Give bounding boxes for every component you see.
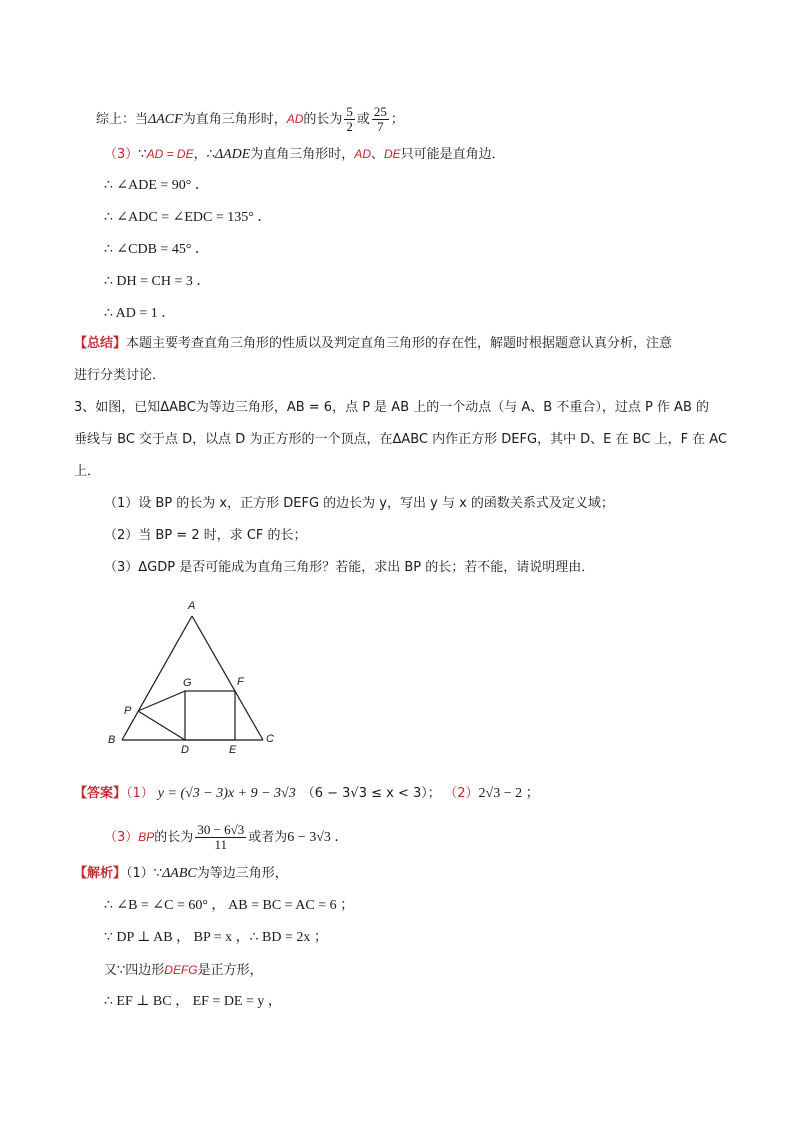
fraction-bp: $\frac{30 - 6√3}{11}$: [197, 822, 245, 852]
step-3: ∴ ∠CDB = 45° ．: [104, 242, 209, 257]
part3-statement: （3）∵AD = DE，∴ΔADE为直角三角形时，AD、DE只可能是直角边．: [104, 147, 505, 162]
geometry-figure: [100, 594, 290, 756]
segment-pd: [138, 711, 185, 740]
label-g: G: [183, 677, 192, 689]
answer-tag: 【答案】: [74, 786, 127, 801]
answer-line1: 【答案】（1） y = (√3 − 3)x + 9 − 3√3 （6 − 3√3 ≤ x < 3）； （2）2√3 − 2 ；: [74, 786, 540, 801]
problem3-question2: （2）当 BP = 2 时，求 CF 的长；: [104, 528, 307, 543]
label-a: A: [188, 600, 196, 612]
label-e: E: [229, 744, 237, 756]
square-defg: [185, 691, 235, 740]
problem3-question3: （3）ΔGDP 是否可能成为直角三角形？若能，求出 BP 的长；若不能，请说明理由．: [104, 560, 595, 575]
label-p: P: [124, 705, 132, 717]
problem3-line3: 上．: [74, 464, 101, 479]
step-4: ∴ DH = CH = 3 ．: [104, 274, 211, 289]
label-c: C: [266, 733, 274, 745]
answer-line2: （3）BP的长为 $\frac{30 - 6√3}{11}$ 或者为6 − 3√3 ．: [104, 822, 349, 852]
analysis-tag: 【解析】: [74, 866, 127, 881]
summary-tag: 【总结】: [74, 336, 127, 351]
analysis-line2: ∴ ∠B = ∠C = 60° ， AB = BC = AC = 6 ；: [104, 898, 355, 913]
problem3-line1: 3、如图，已知ΔABC为等边三角形，AB = 6，点 P 是 AB 上的一个动点（与 A、B 不重合），过点 P 作 AB 的: [74, 400, 710, 415]
side-ac: [192, 616, 263, 740]
side-ab: [122, 616, 192, 740]
problem3-question1: （1）设 BP 的长为 x，正方形 DEFG 的边长为 y，写出 y 与 x 的函数关系式及定义域；: [104, 496, 614, 511]
summary-line2: 进行分类讨论．: [74, 368, 166, 383]
fraction-5-2: $\frac{5}{2}$: [346, 104, 353, 134]
summary-block: 【总结】本题主要考查直角三角形的性质以及判定直角三角形的存在性，解题时根据题意认真分析，注意: [74, 336, 673, 351]
step-1: ∴ ∠ADE = 90° ．: [104, 178, 209, 193]
summary-conclusion: 综上：当ΔACF为直角三角形时，AD的长为 $\frac{5}{2}$ 或 $\frac{25}{7}$ ；: [96, 104, 404, 134]
label-d: D: [181, 744, 189, 756]
problem3-line2: 垂线与 BC 交于点 D，以点 D 为正方形的一个顶点，在ΔABC 内作正方形 DEFG，其中 D、E 在 BC 上，F 在 AC: [74, 432, 728, 447]
label-b: B: [108, 734, 116, 746]
step-5: ∴ AD = 1 ．: [104, 306, 176, 321]
segment-pg: [138, 691, 185, 711]
label-f: F: [237, 676, 244, 688]
fraction-25-7: $\frac{25}{7}$: [373, 104, 387, 134]
analysis-line1: 【解析】（1）∵ΔABC为等边三角形，: [74, 866, 288, 881]
analysis-line5: ∴ EF ⊥ BC ， EF = DE = y ，: [104, 994, 282, 1009]
step-2: ∴ ∠ADC = ∠EDC = 135° ．: [104, 210, 272, 225]
analysis-line3: ∵ DP ⊥ AB ， BP = x ，∴ BD = 2x ；: [104, 930, 328, 945]
analysis-line4: 又∵四边形DEFG是正方形，: [104, 963, 263, 978]
